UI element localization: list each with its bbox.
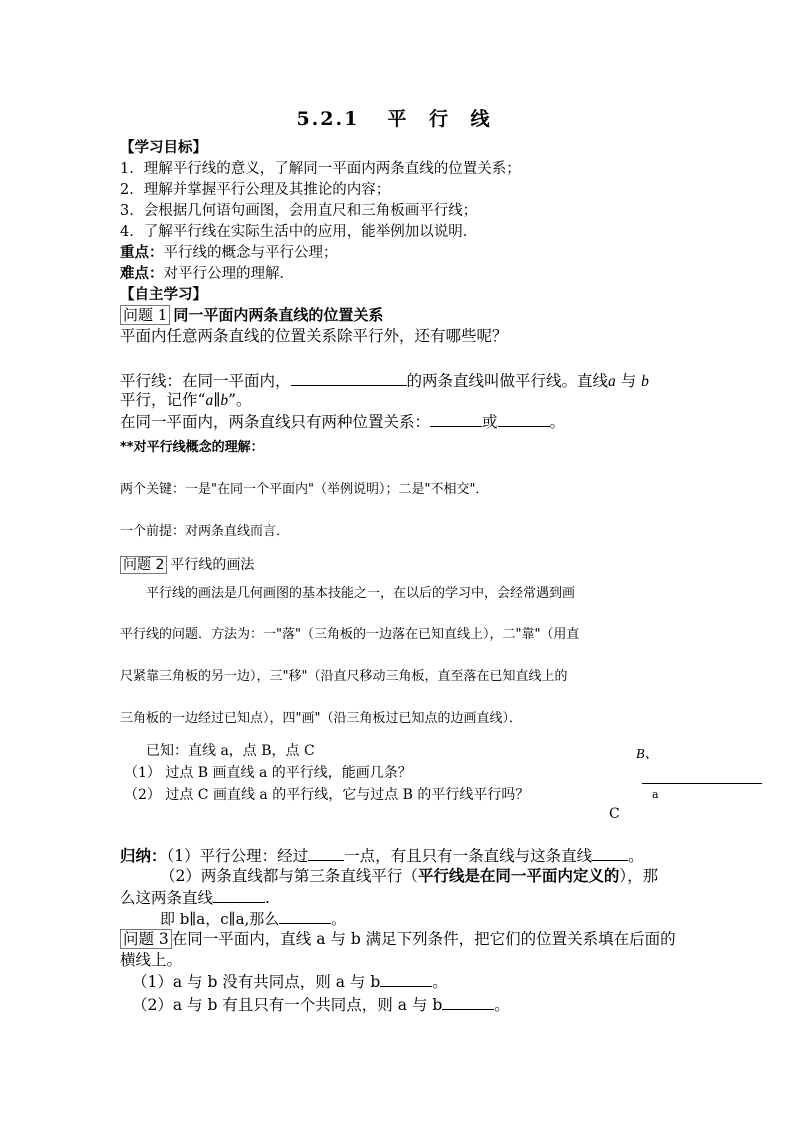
difficulty-label: 难点： bbox=[120, 265, 164, 282]
q3-blank-1[interactable] bbox=[380, 972, 432, 987]
summary-3: 即 b∥a，c∥a,那么 。 bbox=[160, 910, 347, 928]
q3-text-line-2: 横线上。 bbox=[120, 951, 183, 969]
line-a bbox=[642, 783, 762, 784]
difficulty-point bbox=[120, 265, 294, 283]
key-point bbox=[120, 244, 338, 262]
summary-2-continued: 么这两条直线 . bbox=[120, 889, 270, 907]
q3-heading: 问题 3 在同一平面内，直线 a 与 b 满足下列条件，把它们的位置关系填在后面的 bbox=[120, 930, 676, 948]
q1-heading bbox=[120, 306, 383, 324]
q2-paragraph-line-2: 平行线的问题．方法为：一"落"（三角板的一边落在已知直线上），二"靠"（用直 bbox=[120, 627, 580, 642]
line-a-label: a bbox=[652, 788, 659, 801]
q3-blank-2[interactable] bbox=[442, 995, 494, 1010]
q2-paragraph-line-1: 平行线的画法是几何画图的基本技能之一，在以后的学习中，会经常遇到画 bbox=[146, 586, 576, 601]
key-label: 重点： bbox=[120, 244, 164, 261]
q2-known: 已知：直线 a，点 B，点 C bbox=[146, 743, 315, 759]
parallel-notation: 平行，记作“a∥b”。 bbox=[120, 391, 252, 409]
summary-blank-2[interactable] bbox=[592, 846, 628, 861]
q2-label: 问题 2 bbox=[120, 556, 167, 574]
q2-heading bbox=[120, 556, 254, 574]
q2-paragraph-line-3: 尺紧靠三角板的另一边），三"移"（沿直尺移动三角板，直至落在已知直线上的 bbox=[120, 669, 568, 684]
q1-question: 平面内任意两条直线的位置关系除平行外，还有哪些呢？ bbox=[120, 327, 508, 345]
q2-sub-question-1: （1） 过点 B 画直线 a 的平行线，能画几条？ bbox=[124, 765, 412, 781]
q2-paragraph-line-4: 三角板的一边经过已知点），四"画"（沿三角板过已知点的边画直线）． bbox=[120, 711, 522, 726]
summary-label: 归纳： bbox=[120, 846, 167, 865]
q3-item-1: （1）a 与 b 没有共同点，则 a 与 b 。 bbox=[132, 973, 448, 991]
summary-blank-1[interactable] bbox=[308, 846, 344, 861]
parallel-definition: 平行线：在同一平面内， 的两条直线叫做平行线。直线a 与 b bbox=[120, 372, 649, 390]
relation-blank-1[interactable] bbox=[430, 412, 482, 427]
point-b-label: B、 bbox=[636, 747, 659, 762]
summary-2: （2）两条直线都与第三条直线平行（平行线是在同一平面内定义的），那 bbox=[160, 866, 659, 885]
q1-title: 同一平面内两条直线的位置关系 bbox=[173, 306, 384, 324]
two-keys: 两个关键：一是"在同一个平面内"（举例说明）；二是"不相交"． bbox=[120, 482, 489, 497]
objective-item-3: 3．会根据几何语句画图，会用直尺和三角板画平行线； bbox=[120, 203, 478, 219]
objective-item-2: 2．理解并掌握平行公理及其推论的内容； bbox=[120, 182, 391, 198]
objective-item-1: 1．理解平行线的意义，了解同一平面内两条直线的位置关系； bbox=[120, 161, 521, 177]
self-study-heading: 【自主学习】 bbox=[120, 286, 207, 303]
section-title: 平 行 线 bbox=[387, 108, 498, 130]
one-premise: 一个前提：对两条直线而言． bbox=[120, 524, 290, 539]
section-number: 5.2.1 bbox=[296, 108, 360, 130]
q1-label: 问题 1 bbox=[120, 305, 170, 325]
summary-blank-4[interactable] bbox=[279, 909, 331, 924]
q2-sub-question-2: （2） 过点 C 画直线 a 的平行线，它与过点 B 的平行线平行吗？ bbox=[124, 787, 530, 803]
q2-title: 平行线的画法 bbox=[170, 557, 255, 573]
summary-1: 归纳：（1）平行公理：经过 一点，有且只有一条直线与这条直线 。 bbox=[120, 846, 644, 865]
objective-item-4: 4．了解平行线在实际生活中的应用，能举例加以说明． bbox=[120, 224, 478, 240]
page-title bbox=[0, 104, 794, 131]
key-text: 平行线的概念与平行公理； bbox=[163, 245, 338, 261]
relation-blank-2[interactable] bbox=[498, 412, 550, 427]
point-c-label: C bbox=[609, 806, 620, 822]
relation-statement: 在同一平面内，两条直线只有两种位置关系： 或 。 bbox=[120, 413, 566, 431]
summary-blank-3[interactable] bbox=[213, 888, 265, 903]
objectives-heading: 【学习目标】 bbox=[120, 139, 207, 156]
difficulty-text: 对平行公理的理解． bbox=[163, 266, 294, 282]
definition-blank[interactable] bbox=[291, 371, 407, 386]
q3-item-2: （2）a 与 b 有且只有一个共同点，则 a 与 b 。 bbox=[132, 996, 510, 1014]
q3-label: 问题 3 bbox=[120, 929, 172, 949]
understanding-heading: **对平行线概念的理解： bbox=[120, 440, 264, 455]
